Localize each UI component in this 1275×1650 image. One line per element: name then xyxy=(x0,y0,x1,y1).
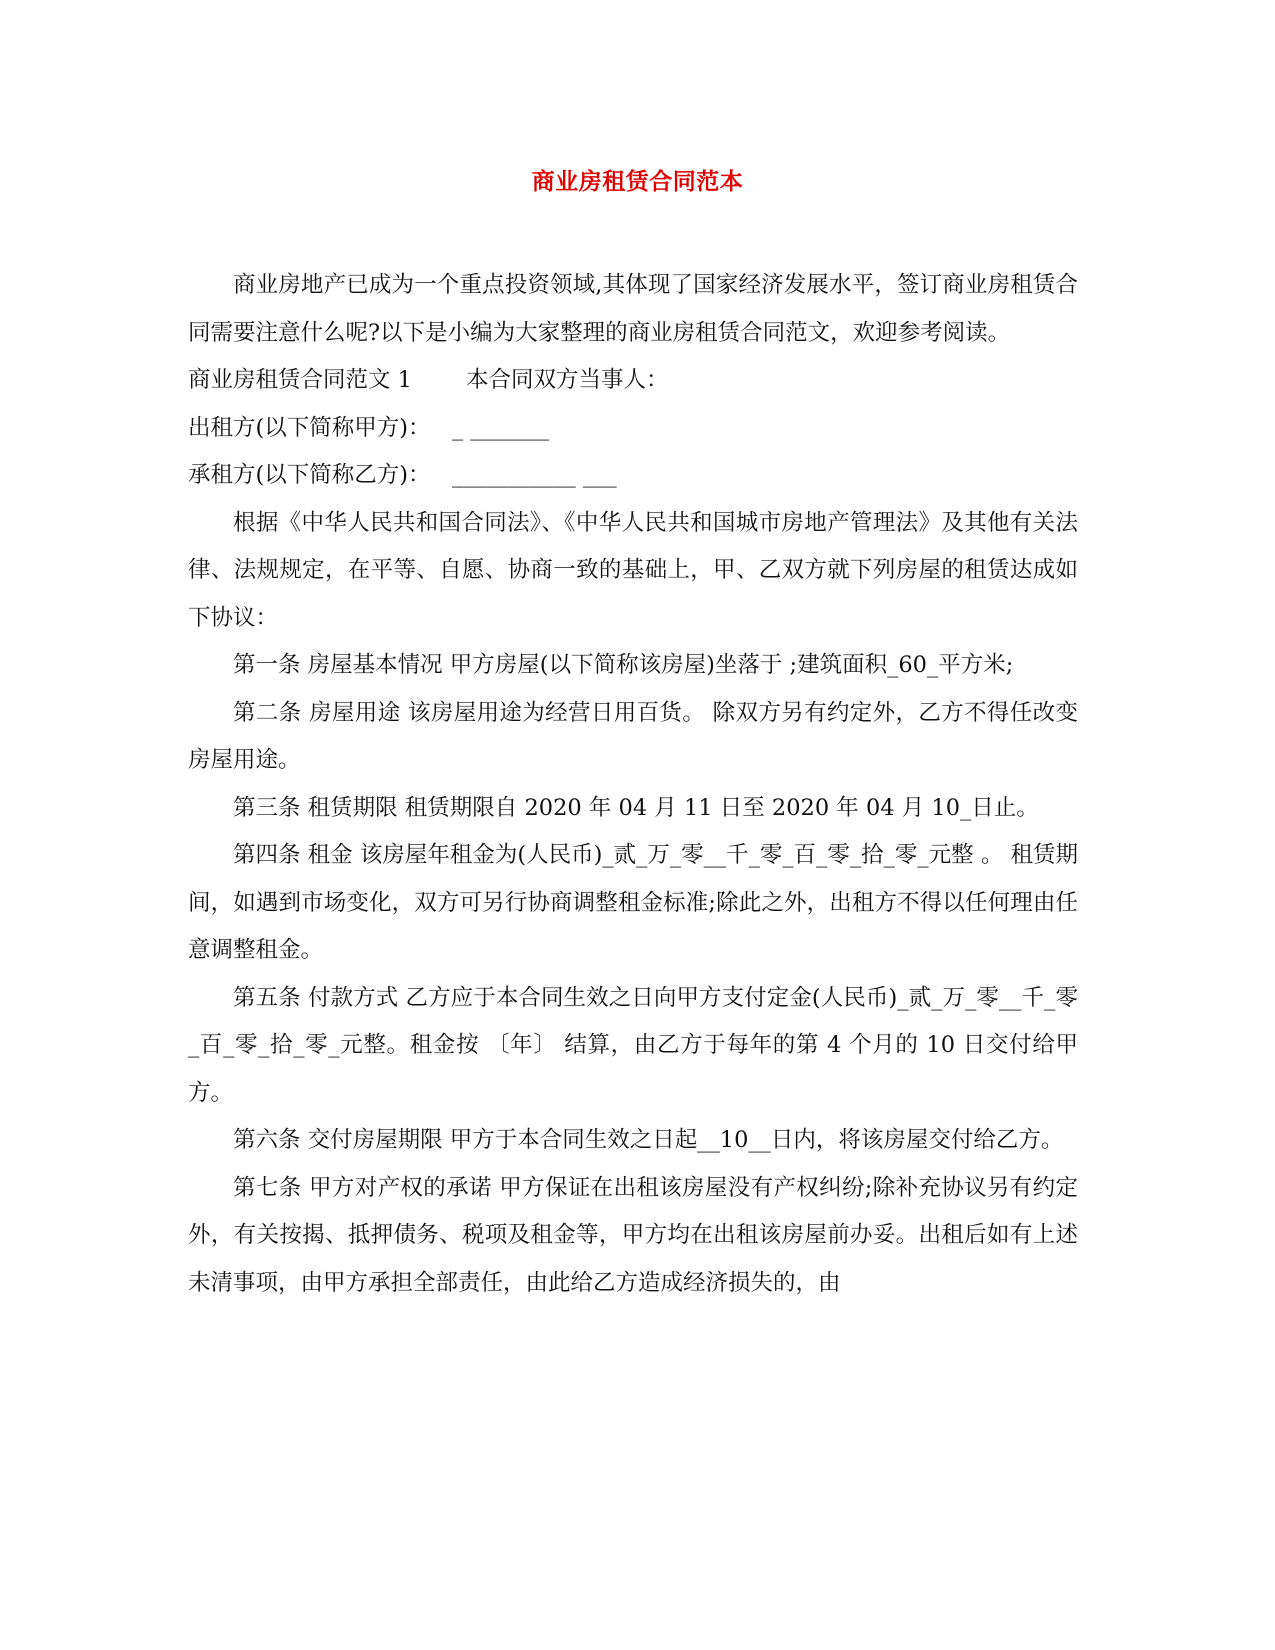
article-2: 第二条 房屋用途 该房屋用途为经营日用百货。 除双方另有约定外，乙方不得任改变房屋用途。 xyxy=(188,699,1078,773)
lessee-blank: ___________ ___ xyxy=(452,462,617,488)
intro-paragraph: 商业房地产已成为一个重点投资领域,其体现了国家经济发展水平，签订商业房租赁合同需要注意什么呢?以下是小编为大家整理的商业房租赁合同范文，欢迎参考阅读。 xyxy=(188,272,1078,346)
lessor-label: 出租方(以下简称甲方)： xyxy=(188,414,431,441)
article-1: 第一条 房屋基本情况 甲方房屋(以下简称该房屋)坐落于 ;建筑面积_60_平方米; xyxy=(233,652,1014,678)
article-4: 第四条 租金 该房屋年租金为(人民币)_贰_万_零__千_零_百_零_拾_零_元整 。 租赁期间，如遇到市场变化，双方可另行协商调整租金标准;除此之外，出租方不得以任何理由任意调整租金。 xyxy=(188,842,1078,963)
lessor-blank: _ _______ xyxy=(452,414,550,441)
article-6: 第六条 交付房屋期限 甲方于本合同生效之日起__10__日内，将该房屋交付给乙方。 xyxy=(233,1127,1064,1153)
sample-heading-line xyxy=(188,357,1078,405)
parties-intro: 本合同双方当事人： xyxy=(465,367,669,393)
document-title: 商业房租赁合同范本 xyxy=(531,168,744,195)
lessee-line xyxy=(188,452,1078,500)
article-5: 第五条 付款方式 乙方应于本合同生效之日向甲方支付定金(人民币)_贰_万_零__千_零_百_零_拾_零_元整。租金按 〔年〕 结算，由乙方于每年的第 4 个月的 10 日交付给甲方。 xyxy=(188,984,1078,1106)
article-3: 第三条 租赁期限 租赁期限自 2020 年 04 月 11 日至 2020 年 04 月 10_日止。 xyxy=(233,794,1039,821)
lessee-label: 承租方(以下简称乙方)： xyxy=(188,462,431,488)
sample-heading: 商业房租赁合同范文 1 xyxy=(188,367,412,393)
document-body xyxy=(188,262,1078,1307)
basis-paragraph: 根据《中华人民共和国合同法》、《中华人民共和国城市房地产管理法》及其他有关法律、法规规定，在平等、自愿、协商一致的基础上，甲、乙双方就下列房屋的租赁达成如下协议： xyxy=(188,509,1078,631)
article-7: 第七条 甲方对产权的承诺 甲方保证在出租该房屋没有产权纠纷;除补充协议另有约定外，有关按揭、抵押债务、税项及租金等，甲方均在出租该房屋前办妥。出租后如有上述未清事项，由甲方承担全部责任，由此给乙方造成经济损失的，由 xyxy=(188,1174,1078,1296)
lessor-line xyxy=(188,405,1078,453)
